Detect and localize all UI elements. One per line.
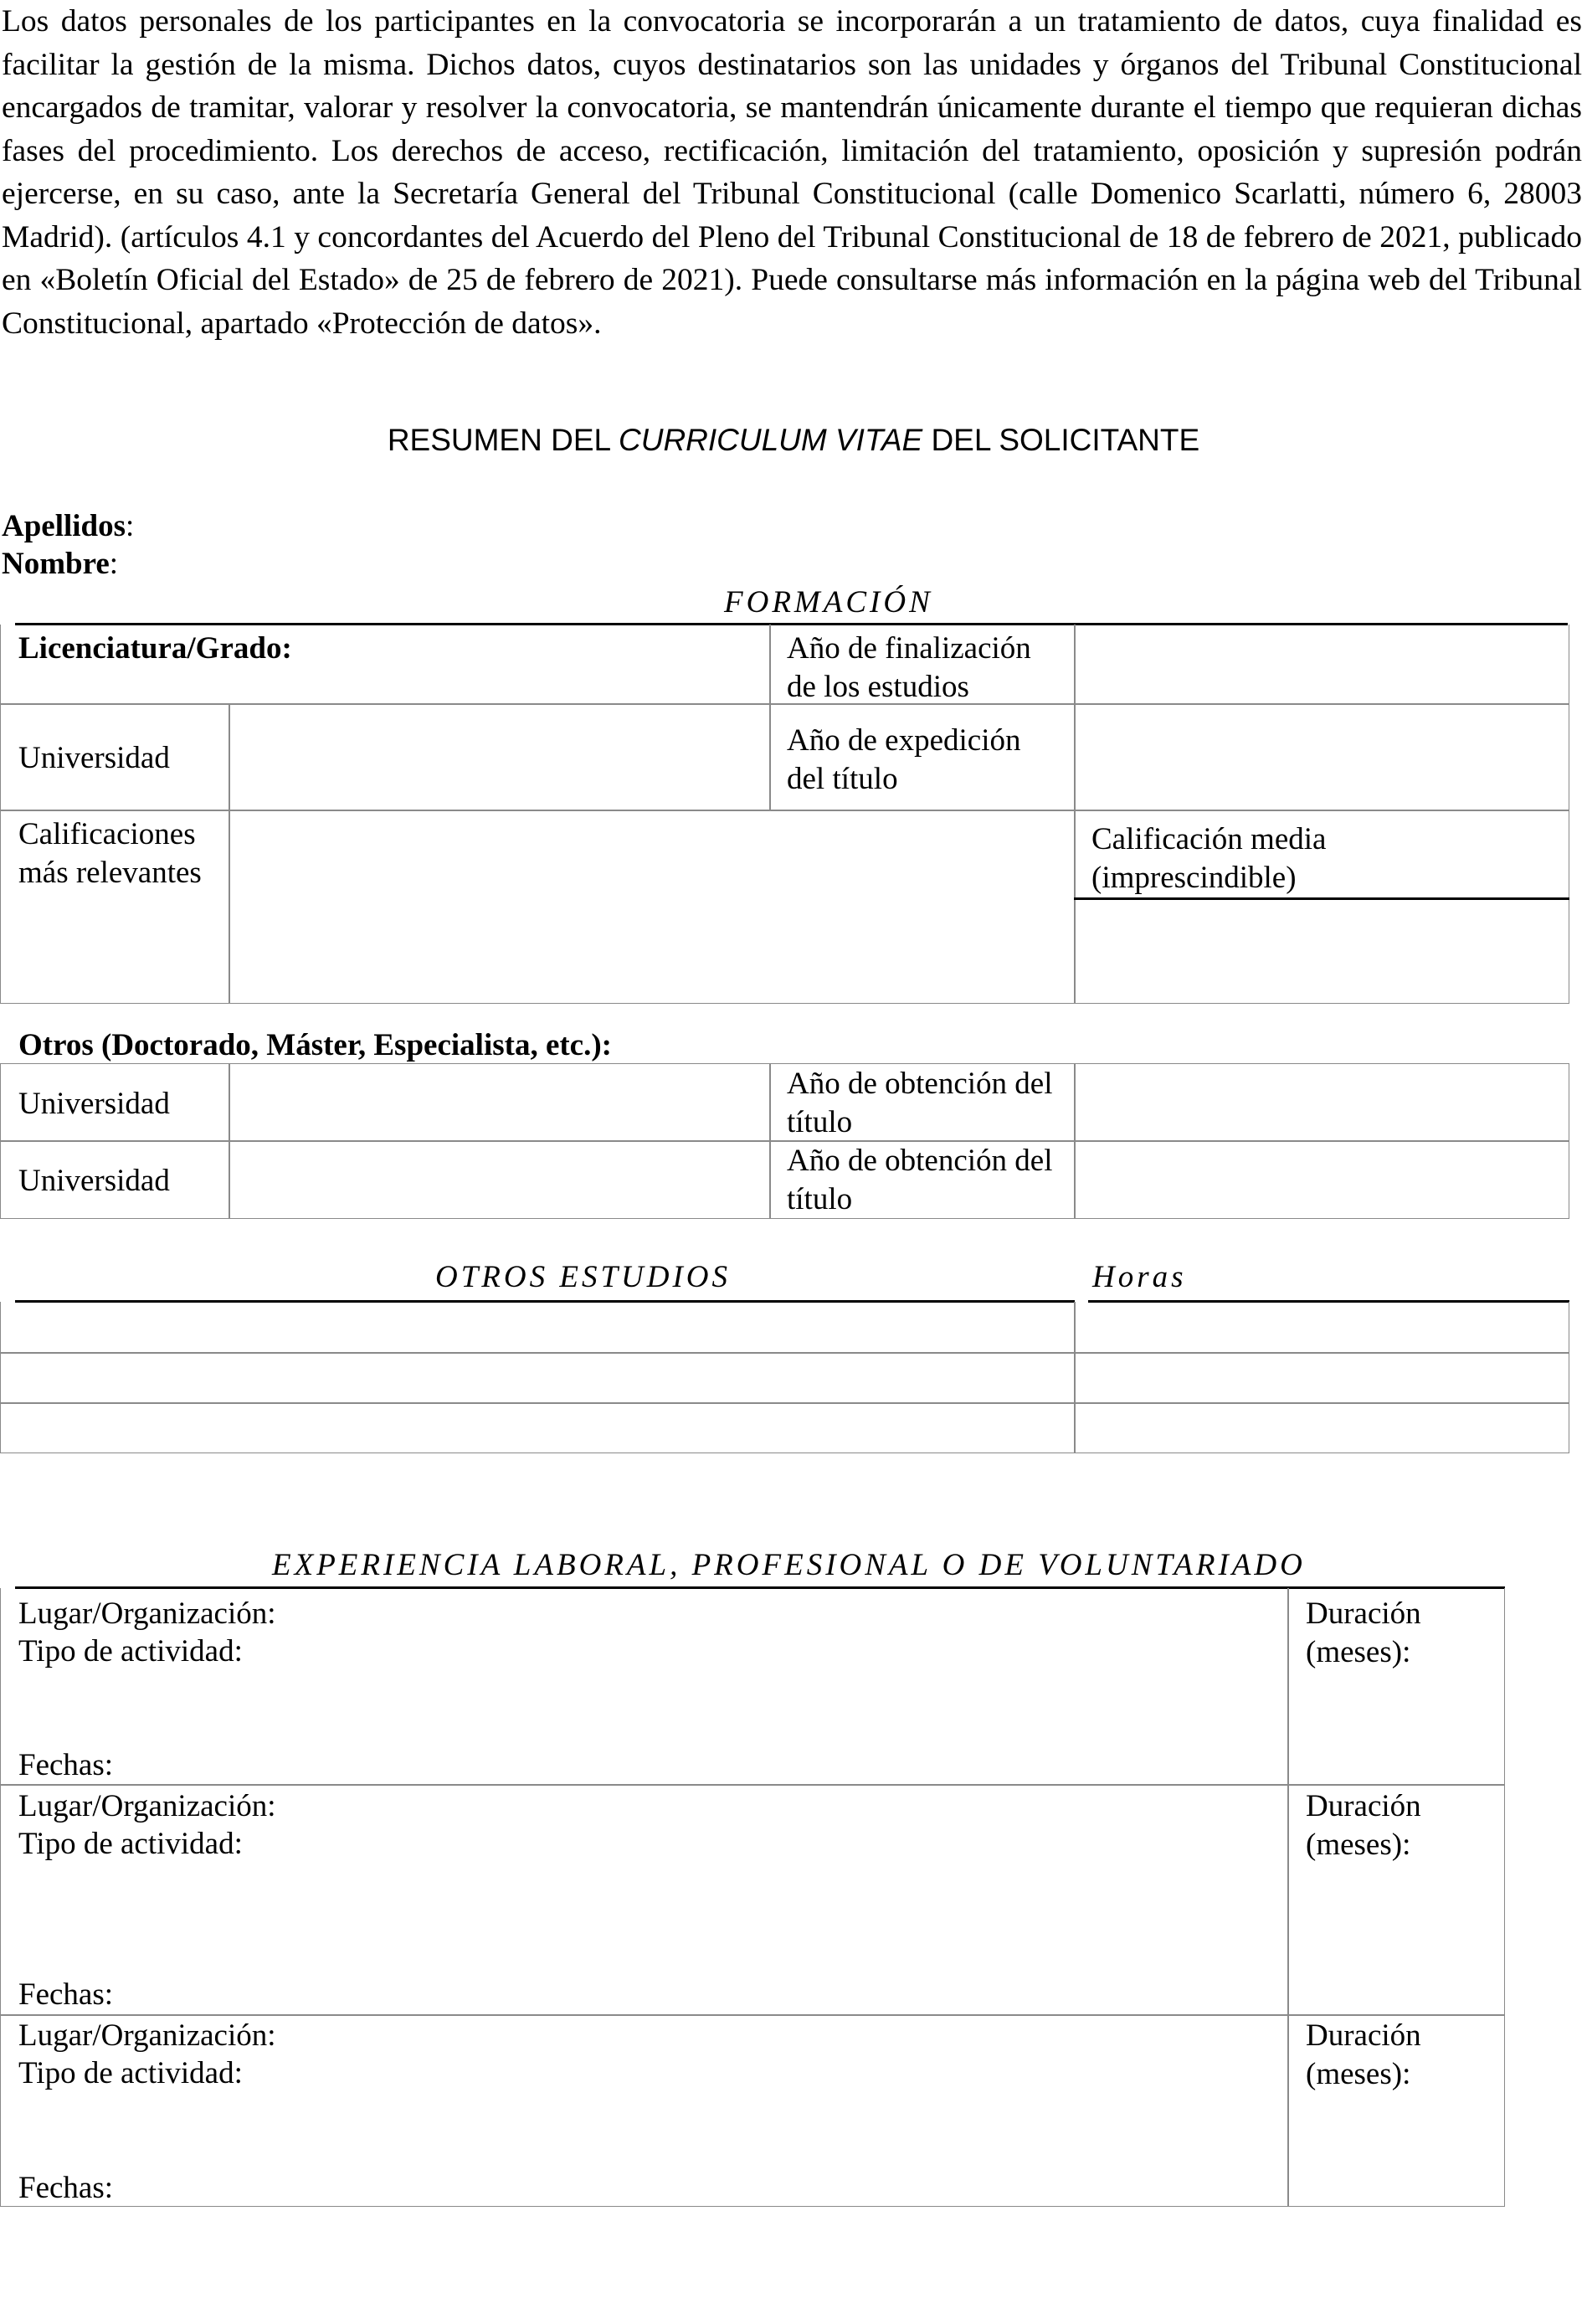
dates-label: Fechas:	[18, 1977, 114, 2012]
formacion-row-line	[0, 810, 1569, 811]
avg-grade-label: Calificación media (imprescindible)	[1091, 822, 1327, 895]
otros-estudios-heading: OTROS ESTUDIOS	[435, 1260, 732, 1294]
activity-type-label: Tipo de actividad:	[18, 2056, 243, 2090]
otros-year-input[interactable]	[1076, 1143, 1567, 1217]
duration-label: Duración (meses):	[1306, 1596, 1421, 1669]
grades-input[interactable]	[231, 812, 1072, 1002]
name-field[interactable]	[2, 545, 118, 584]
formacion-row-line	[0, 703, 1569, 705]
finish-year-label: Año de finalización de los estudios	[787, 631, 1031, 704]
issue-year-label: Año de expedición del título	[787, 723, 1021, 796]
degree-label: Licenciatura/Grado:	[18, 631, 292, 666]
surname-field[interactable]	[2, 507, 134, 546]
otros-university-label: Universidad	[18, 1087, 170, 1121]
issue-year-input[interactable]	[1076, 706, 1567, 808]
place-label: Lugar/Organización:	[18, 2018, 276, 2053]
name-colon: :	[109, 547, 119, 581]
university-input[interactable]	[231, 706, 768, 808]
duration-label: Duración (meses):	[1306, 1789, 1421, 1862]
university-label: Universidad	[18, 741, 170, 775]
avg-grade-input[interactable]	[1076, 901, 1567, 1002]
surname-colon: :	[126, 509, 135, 543]
formacion-heading: FORMACIÓN	[724, 585, 933, 620]
dates-label: Fechas:	[18, 2171, 114, 2205]
page-title	[0, 423, 1587, 458]
otros-university-input[interactable]	[231, 1143, 768, 1217]
hours-heading: Horas	[1092, 1260, 1187, 1294]
otros-year-label: Año de obtención del título	[787, 1067, 1053, 1139]
title-suffix: DEL SOLICITANTE	[922, 423, 1200, 457]
formacion-divider	[229, 703, 230, 1004]
otros-heading: Otros (Doctorado, Máster, Especialista, etc.):	[18, 1028, 612, 1062]
otros-year-label: Año de obtención del título	[787, 1144, 1053, 1216]
grades-label: Calificaciones más relevantes	[18, 817, 202, 890]
experiencia-heading: EXPERIENCIA LABORAL, PROFESIONAL O DE VOLUNTARIADO	[272, 1548, 1306, 1582]
formacion-divider	[769, 625, 771, 810]
experiencia-divider	[1287, 1588, 1289, 2207]
finish-year-input[interactable]	[1076, 626, 1567, 702]
place-label: Lugar/Organización:	[18, 1789, 276, 1823]
formacion-row-line	[1074, 897, 1569, 900]
name-label: Nombre	[2, 547, 110, 581]
title-italic: CURRICULUM VITAE	[619, 423, 923, 457]
study-input[interactable]	[2, 1303, 1072, 1350]
hours-input[interactable]	[1076, 1404, 1567, 1452]
otros-year-input[interactable]	[1076, 1065, 1567, 1139]
otros-estudios-divider	[1074, 1302, 1076, 1453]
duration-label: Duración (meses):	[1306, 2018, 1421, 2091]
hours-input[interactable]	[1076, 1303, 1567, 1350]
surname-label: Apellidos	[2, 509, 126, 543]
study-input[interactable]	[2, 1354, 1072, 1401]
experiencia-row-line	[0, 1784, 1505, 1786]
title-prefix: RESUMEN DEL	[387, 423, 619, 457]
study-input[interactable]	[2, 1404, 1072, 1452]
otros-university-input[interactable]	[231, 1065, 768, 1139]
otros-row-line	[0, 1140, 1569, 1142]
privacy-notice: Los datos personales de los participantes en la convocatoria se incorporarán a un tratamiento de datos, cuya finalidad es facilitar la gestión de la misma. Dichos datos, cuyos destinatarios son las unidades y órganos del Tribunal Constitucional encargados de tramitar, valorar y resolver la convocatoria, se mantendrán únicamente durante el tiempo que requieran dichas fases del procedimiento. Los derechos de acceso, rectificación, limitación del tratamiento, oposición y supresión podrán ejercerse, en su caso, ante la Secretaría General del Tribunal Constitucional (calle Domenico Scarlatti, número 6, 28003 Madrid). (artículos 4.1 y concordantes del Acuerdo del Pleno del Tribunal Constitucional de 18 de febrero de 2021, publicado en «Boletín Oficial del Estado» de 25 de febrero de 2021). Puede consultarse más información en la página web del Tribunal Constitucional, apartado «Protección de datos».	[2, 4, 1582, 341]
formacion-divider	[1074, 625, 1076, 1004]
place-label: Lugar/Organización:	[18, 1596, 276, 1631]
hours-input[interactable]	[1076, 1354, 1567, 1401]
otros-university-label: Universidad	[18, 1164, 170, 1198]
activity-type-label: Tipo de actividad:	[18, 1827, 243, 1861]
experiencia-row-line	[0, 2014, 1505, 2016]
activity-type-label: Tipo de actividad:	[18, 1634, 243, 1668]
dates-label: Fechas:	[18, 1748, 114, 1782]
